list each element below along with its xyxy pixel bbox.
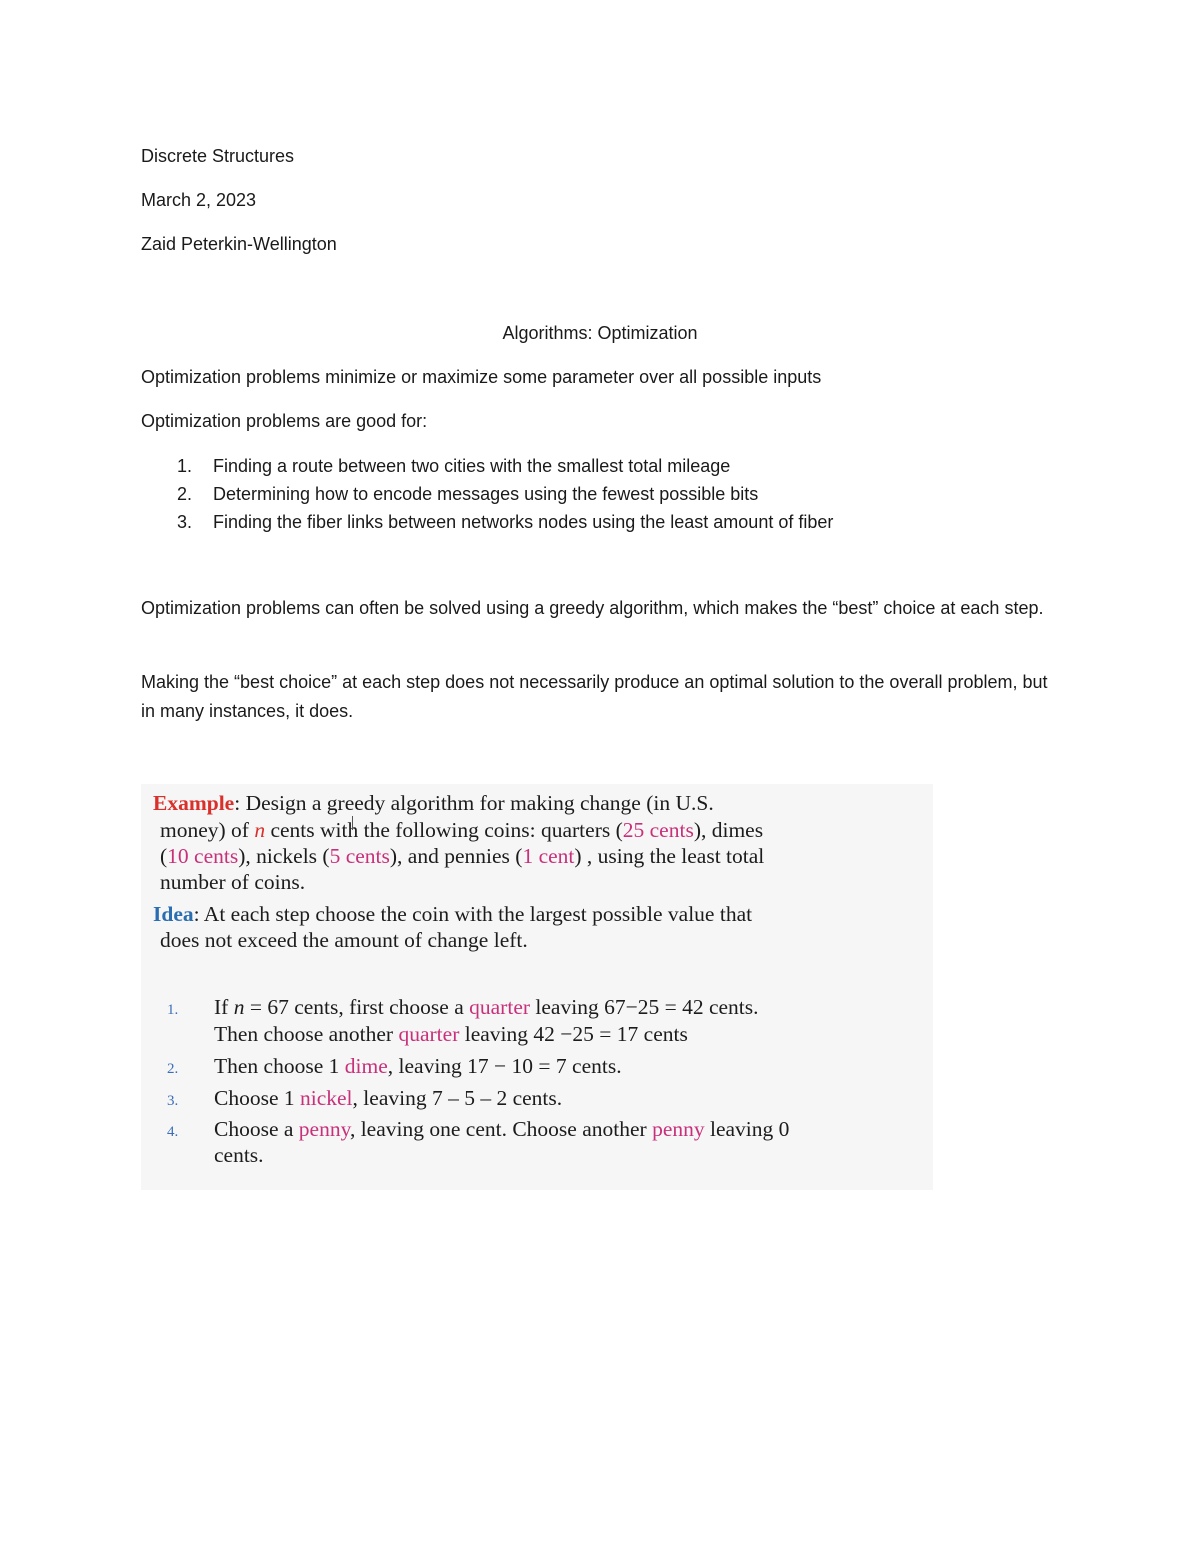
example-label: Example: [153, 791, 235, 815]
example-line-4: number of coins.: [160, 870, 306, 894]
course-name: Discrete Structures: [141, 146, 295, 166]
step-2: 2. Then choose 1 dime, leaving 17 − 10 = 7 cents.: [167, 1054, 622, 1078]
example-line-1: Example: Design a greedy algorithm for making change (in U.S.: [153, 791, 714, 815]
example-image: [141, 784, 933, 1190]
step-4-continued: cents.: [214, 1143, 264, 1167]
greedy-paragraph: Optimization problems can often be solved using a greedy algorithm, which makes the “best” choice at each step.: [141, 598, 1044, 618]
list-number: 1.: [177, 456, 193, 476]
example-line-3: (10 cents), nickels (5 cents), and pennies (1 cent) , using the least total: [160, 844, 765, 868]
list-text: Finding a route between two cities with the smallest total mileage: [213, 456, 731, 476]
list-text: Determining how to encode messages using the fewest possible bits: [213, 484, 759, 504]
document-date: March 2, 2023: [141, 190, 257, 210]
page-title: Algorithms: Optimization: [502, 323, 698, 343]
step-4: 4. Choose a penny, leaving one cent. Choose another penny leaving 0: [167, 1117, 790, 1141]
list-item: [141, 508, 833, 536]
list-number: 2.: [177, 484, 193, 504]
idea-line-1: Idea: At each step choose the coin with the largest possible value that: [153, 902, 753, 926]
best-choice-paragraph: Making the “best choice” at each step does not necessarily produce an optimal solution to the overall problem, but in many instances, it does.: [141, 672, 1048, 721]
list-number: 3.: [177, 512, 193, 532]
example-line-2: money) of n cents with the following coins: quarters (25 cents), dimes: [160, 818, 764, 842]
intro-text: Optimization problems minimize or maximize some parameter over all possible inputs: [141, 367, 822, 387]
step-1-continued: Then choose another quarter leaving 42 −25 = 17 cents: [214, 1022, 688, 1046]
text-cursor-icon: [352, 816, 355, 830]
idea-label: Idea: [153, 902, 194, 926]
idea-line-2: does not exceed the amount of change left.: [160, 928, 528, 952]
list-item: [141, 480, 833, 508]
step-1: 1. If n = 67 cents, first choose a quarter leaving 67−25 = 42 cents.: [167, 995, 759, 1019]
good-for-heading: Optimization problems are good for:: [141, 411, 428, 431]
list-item: [141, 452, 833, 480]
author-name: Zaid Peterkin-Wellington: [141, 234, 337, 254]
step-3: 3. Choose 1 nickel, leaving 7 – 5 – 2 cents.: [167, 1086, 563, 1110]
good-for-list: [141, 452, 833, 536]
list-text: Finding the fiber links between networks nodes using the least amount of fiber: [213, 512, 834, 532]
